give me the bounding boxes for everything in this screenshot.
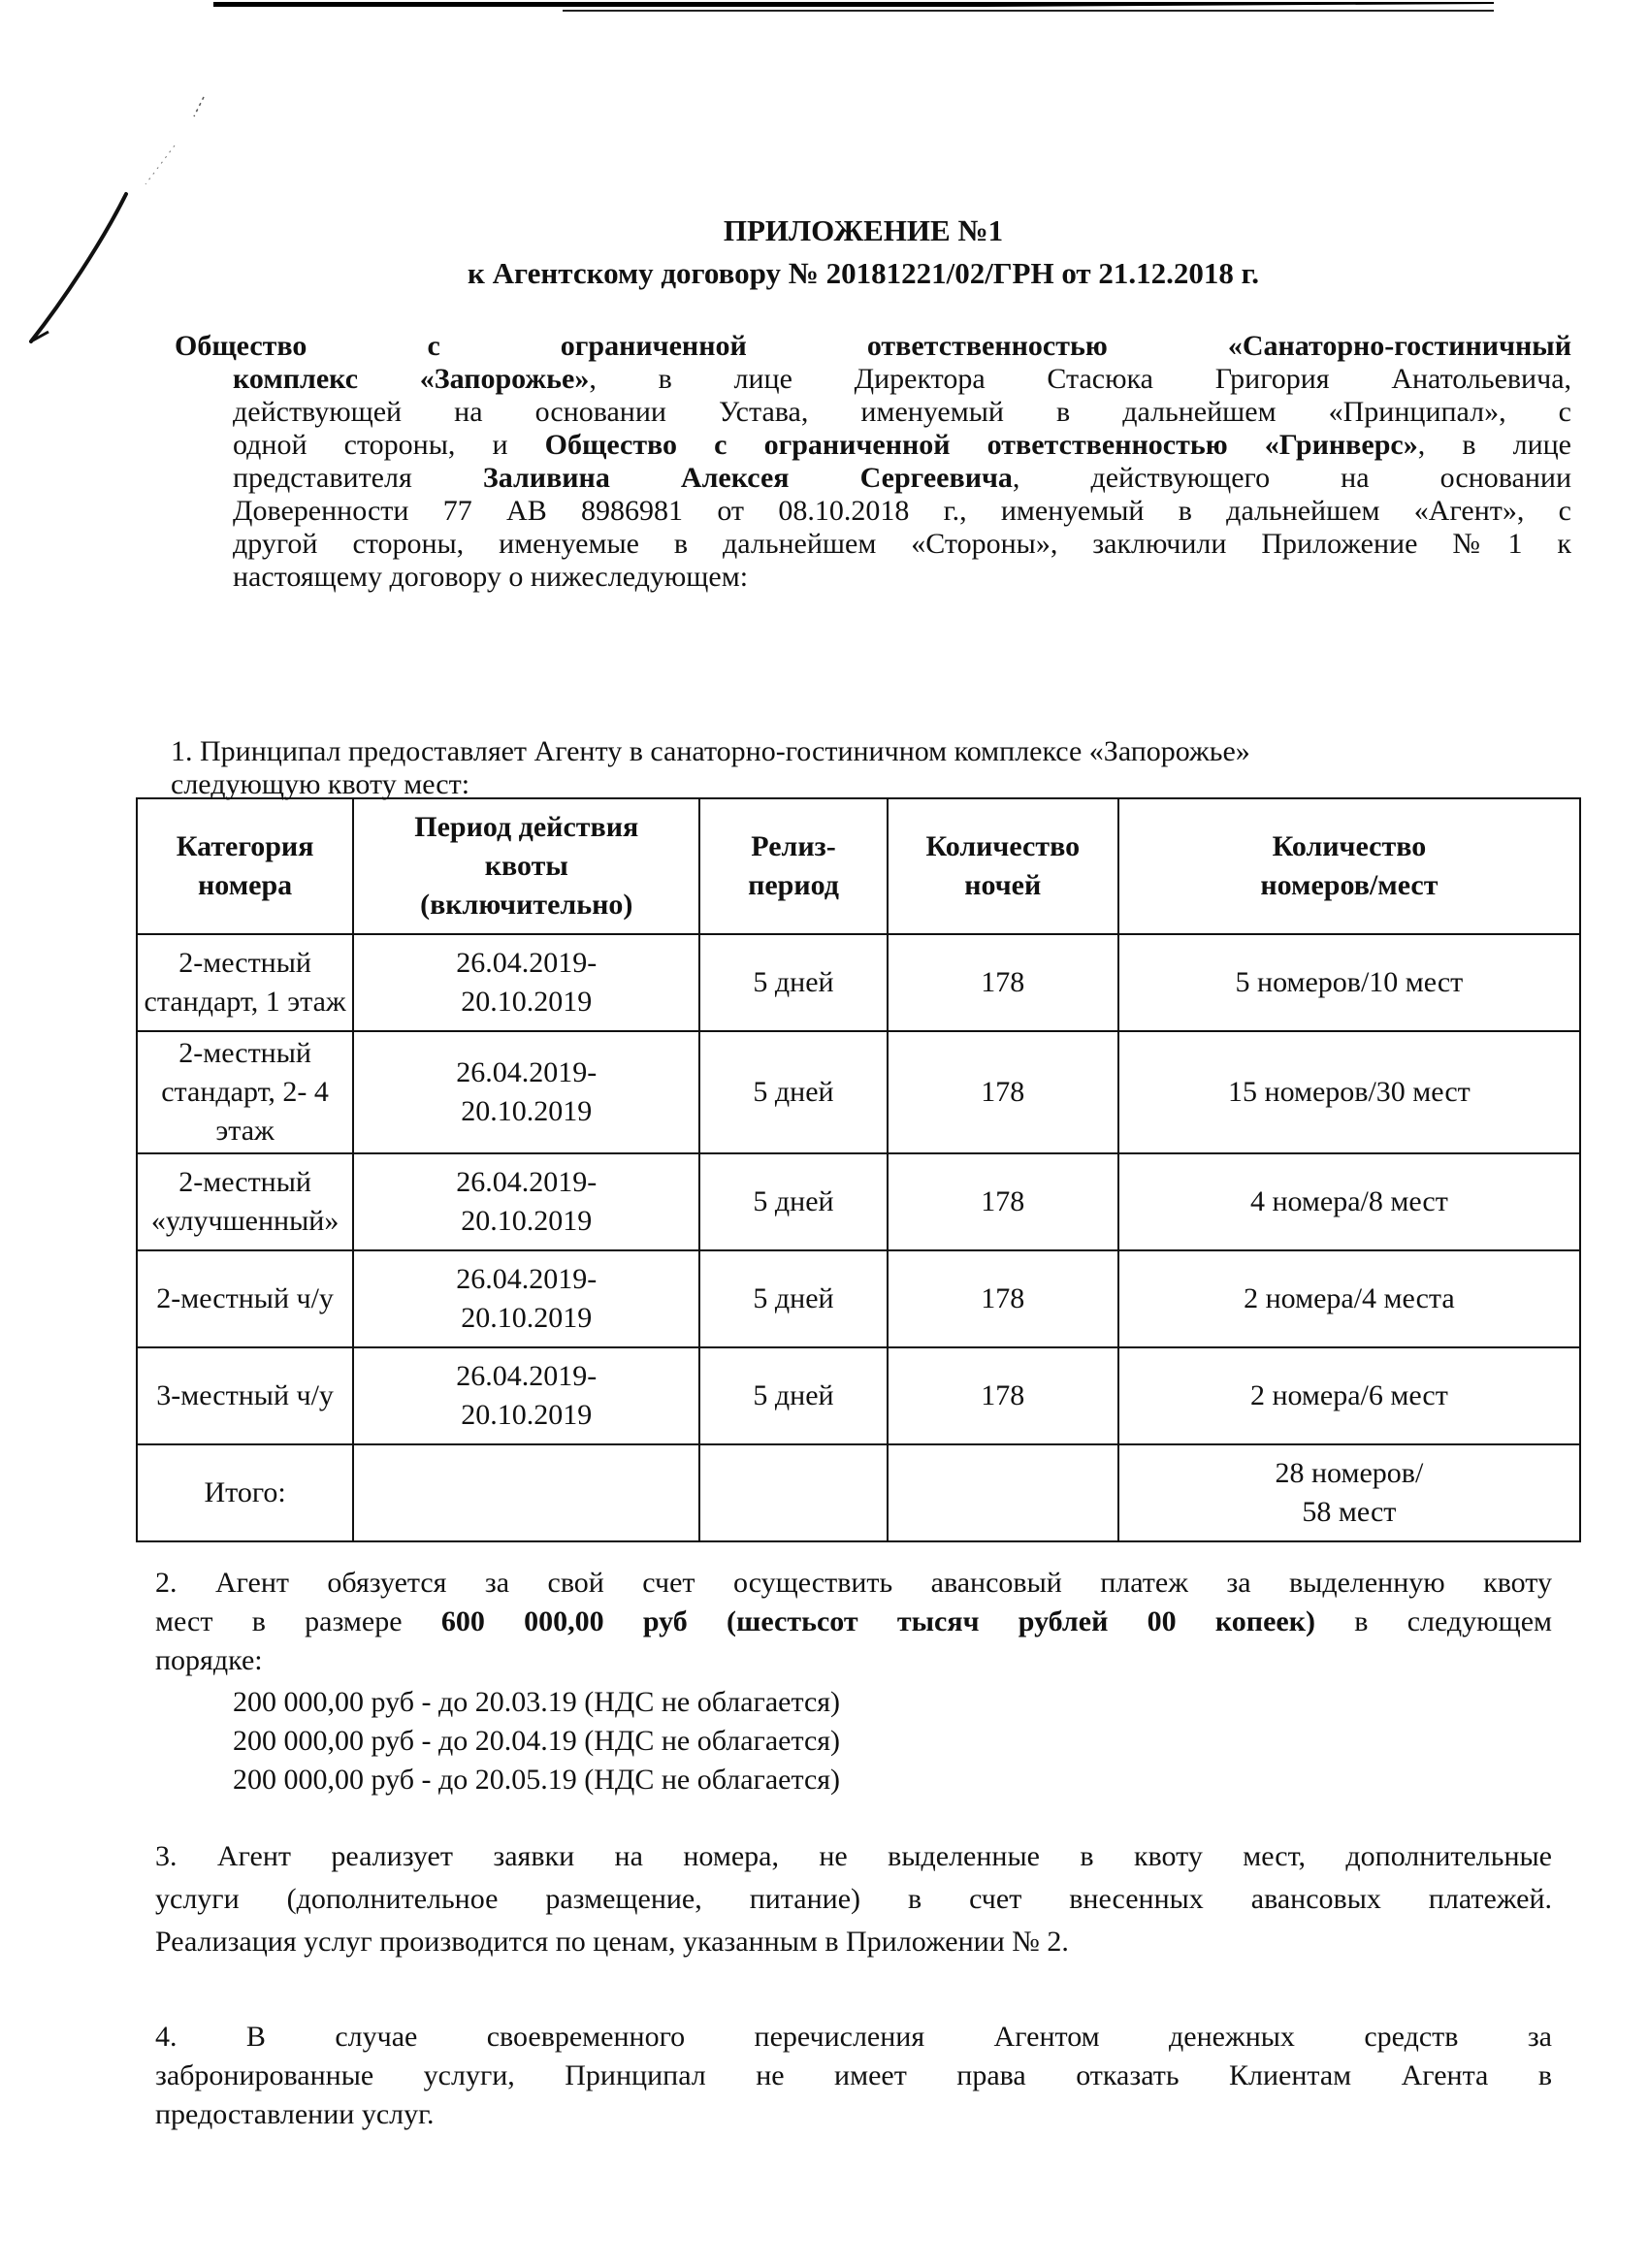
bold-text: Общество с ограниченной ответственностью «Санаторно-гостиничный — [175, 330, 1571, 362]
column-header: Релиз- период — [699, 798, 887, 934]
column-header: Количество номеров/мест — [1118, 798, 1580, 934]
period-cell: 26.04.2019- 20.10.2019 — [353, 1153, 699, 1250]
text-span: действующей на основании Устава, именуемый в дальнейшем «Принципал», с — [233, 396, 1571, 428]
period-cell: 26.04.2019- 20.10.2019 — [353, 1031, 699, 1153]
empty-cell — [353, 1444, 699, 1541]
section-3-line: Реализация услуг производится по ценам, указанным в Приложении № 2. — [155, 1926, 1069, 1958]
nights-cell: 178 — [888, 934, 1118, 1031]
bold-text: Общество с ограниченной ответственностью «Гринверс» — [544, 429, 1418, 461]
section-2-line: 2. Агент обязуется за свой счет осуществить авансовый платеж за выделенную квоту — [155, 1567, 1552, 1599]
table-row — [137, 1347, 1580, 1444]
intro-line — [175, 396, 1571, 429]
text-span: , в лице — [1417, 429, 1571, 461]
section-4-line: предоставлении услуг. — [155, 2098, 435, 2130]
payment-item: 200 000,00 руб - до 20.05.19 (НДС не облагается) — [233, 1764, 841, 1796]
bold-text: комплекс «Запорожье» — [233, 363, 590, 395]
category-cell: 2-местный стандарт, 1 этаж — [137, 934, 353, 1031]
empty-cell — [888, 1444, 1118, 1541]
nights-cell: 178 — [888, 1250, 1118, 1347]
payment-item: 200 000,00 руб - до 20.03.19 (НДС не облагается) — [233, 1686, 841, 1718]
nights-cell: 178 — [888, 1347, 1118, 1444]
text-span: представителя — [233, 462, 483, 494]
intro-line — [175, 330, 1571, 363]
intro-line — [175, 528, 1571, 561]
table-row — [137, 1153, 1580, 1250]
advance-amount: 600 000,00 руб (шестьсот тысяч рублей 00 копеек) — [440, 1605, 1315, 1637]
empty-cell — [699, 1444, 887, 1541]
period-cell: 26.04.2019- 20.10.2019 — [353, 934, 699, 1031]
intro-line — [175, 462, 1571, 495]
table-total-row — [137, 1444, 1580, 1541]
table-header-row — [137, 798, 1580, 934]
release-cell: 5 дней — [699, 1031, 887, 1153]
text-span: мест в размере — [155, 1605, 441, 1637]
section-3-line: 3. Агент реализует заявки на номера, не выделенные в квоту мест, дополнительные — [155, 1840, 1552, 1872]
category-cell: 2-местный «улучшенный» — [137, 1153, 353, 1250]
column-header: Период действия квоты (включительно) — [353, 798, 699, 934]
payment-schedule — [233, 1683, 840, 1799]
text-span: Доверенности 77 АВ 8986981 от 08.10.2018 г., именуемый в дальнейшем «Агент», с — [233, 495, 1571, 527]
category-cell: 2-местный ч/у — [137, 1250, 353, 1347]
rooms-cell: 2 номера/6 мест — [1118, 1347, 1580, 1444]
period-cell: 26.04.2019- 20.10.2019 — [353, 1250, 699, 1347]
scan-artifact-line — [563, 10, 1494, 12]
release-cell: 5 дней — [699, 1153, 887, 1250]
section-4 — [155, 2018, 1552, 2134]
nights-cell: 178 — [888, 1031, 1118, 1153]
column-header: Категория номера — [137, 798, 353, 934]
section-3-line: услуги (дополнительное размещение, питание) в счет внесенных авансовых платежей. — [155, 1883, 1552, 1915]
intro-paragraph — [175, 330, 1571, 594]
category-cell: 3-местный ч/у — [137, 1347, 353, 1444]
quota-table — [136, 797, 1581, 1542]
document-subtitle: к Агентскому договору № 20181221/02/ГРН от 21.12.2018 г. — [467, 256, 1259, 290]
text-span: одной стороны, и — [233, 429, 545, 461]
release-cell: 5 дней — [699, 934, 887, 1031]
text-span: настоящему договору о нижеследующем: — [233, 561, 749, 593]
rooms-cell: 4 номера/8 мест — [1118, 1153, 1580, 1250]
total-rooms: 28 номеров/ 58 мест — [1118, 1444, 1580, 1541]
section-3 — [155, 1835, 1552, 1963]
scan-artifact-top — [213, 0, 1494, 12]
payment-item: 200 000,00 руб - до 20.04.19 (НДС не облагается) — [233, 1725, 841, 1757]
table-row — [137, 934, 1580, 1031]
intro-line — [175, 495, 1571, 528]
bold-text: Заливина Алексея Сергеевича — [482, 462, 1013, 494]
nights-cell: 178 — [888, 1153, 1118, 1250]
section-4-line: 4. В случае своевременного перечисления Агентом денежных средств за — [155, 2021, 1552, 2053]
table-row — [137, 1031, 1580, 1153]
rooms-cell: 15 номеров/30 мест — [1118, 1031, 1580, 1153]
section-1 — [171, 735, 1548, 801]
scan-artifact-bar — [213, 2, 1494, 7]
section-1-line: 1. Принципал предоставляет Агенту в санаторно-гостиничном комплексе «Запорожье» — [171, 735, 1250, 767]
text-span: , в лице Директора Стасюка Григория Анатольевича, — [589, 363, 1572, 395]
text-span: , действующего на основании — [1012, 462, 1572, 494]
intro-line — [175, 429, 1571, 462]
document-title: ПРИЛОЖЕНИЕ №1 — [723, 213, 1004, 247]
rooms-cell: 2 номера/4 места — [1118, 1250, 1580, 1347]
text-span: в следующем — [1315, 1605, 1552, 1637]
category-cell: 2-местный стандарт, 2- 4 этаж — [137, 1031, 353, 1153]
release-cell: 5 дней — [699, 1250, 887, 1347]
release-cell: 5 дней — [699, 1347, 887, 1444]
column-header: Количество ночей — [888, 798, 1118, 934]
section-4-line: забронированные услуги, Принципал не имеет права отказать Клиентам Агента в — [155, 2059, 1552, 2091]
rooms-cell: 5 номеров/10 мест — [1118, 934, 1580, 1031]
intro-line — [175, 561, 1571, 594]
text-span: другой стороны, именуемые в дальнейшем «Стороны», заключили Приложение №1 к — [233, 528, 1571, 560]
section-2-line: порядке: — [155, 1644, 263, 1676]
table-row — [137, 1250, 1580, 1347]
total-label: Итого: — [137, 1444, 353, 1541]
intro-line — [175, 363, 1571, 396]
section-2 — [155, 1564, 1552, 1680]
section-2-line — [155, 1603, 1552, 1641]
section-1-line: следующую квоту мест: — [171, 768, 470, 800]
period-cell: 26.04.2019- 20.10.2019 — [353, 1347, 699, 1444]
